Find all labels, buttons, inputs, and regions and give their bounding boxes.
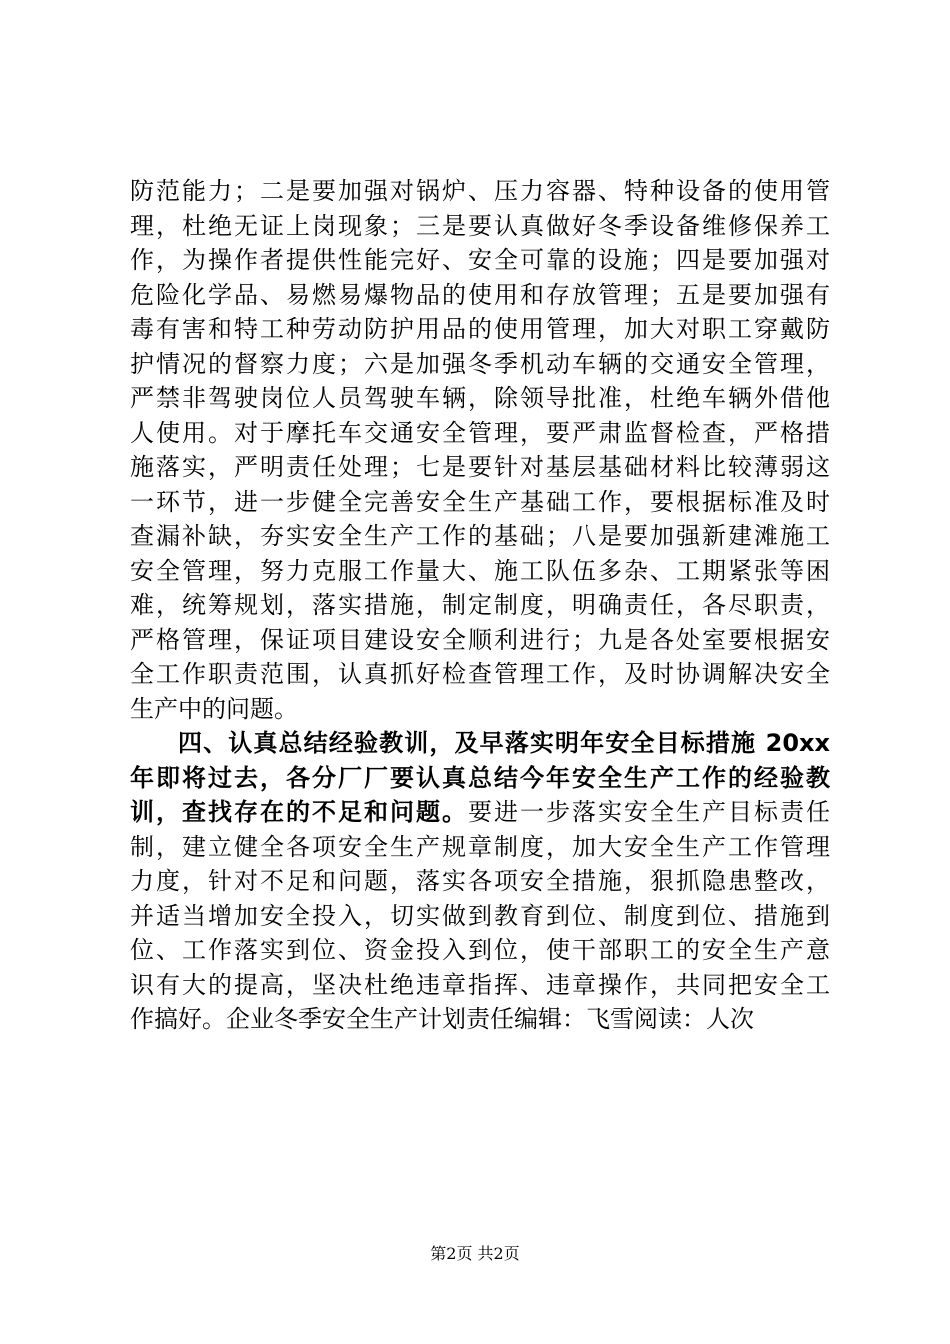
paragraph-3 — [130, 174, 830, 726]
text-line: 严禁非驾驶岗位人员驾驶车辆，除领导批准，杜绝车辆外借他 — [130, 384, 830, 412]
page-number: 第2页 共2页 — [430, 1244, 520, 1263]
text-line: 护情况的督察力度；六是加强冬季机动车辆的交通安全管理， — [130, 349, 830, 378]
paragraph-4 — [130, 726, 830, 1037]
text-line: 一环节，进一步健全完善安全生产基础工作，要根据标准及时 — [130, 487, 830, 516]
text-line: 防范能力；二是要加强对锅炉、压力容器、特种设备的使用管 — [130, 177, 830, 205]
text-line: 理，杜绝无证上岗现象；三是要认真做好冬季设备维修保养工 — [130, 211, 830, 240]
text-span: 要进一步落实安全生产目标责任 — [468, 798, 830, 826]
text-line: 安全管理，努力克服工作量大、施工队伍多杂、工期紧张等困 — [130, 556, 830, 585]
section-heading-line: 训，查找存在的不足和问题。 — [130, 798, 468, 826]
text-line: 施落实，严明责任处理；七是要针对基层基础材料比较薄弱这 — [130, 453, 830, 481]
text-line: 毒有害和特工种劳动防护用品的使用管理，加大对职工穿戴防 — [130, 315, 830, 343]
text-line: 作，为操作者提供性能完好、安全可靠的设施；四是要加强对 — [130, 246, 830, 274]
text-line: 识有大的提高，坚决杜绝违章指挥、违章操作，共同把安全工 — [130, 970, 830, 999]
document-body — [130, 174, 830, 1037]
text-line: 危险化学品、易燃易爆物品的使用和存放管理；五是要加强有 — [130, 280, 830, 309]
text-line: 全工作职责范围，认真抓好检查管理工作，及时协调解决安全 — [130, 660, 830, 688]
section-heading-line: 四、认真总结经验教训，及早落实明年安全目标措施 20xx — [178, 729, 830, 757]
text-line: 查漏补缺，夯实安全生产工作的基础；八是要加强新建滩施工 — [130, 522, 830, 550]
text-line: 严格管理，保证项目建设安全顺利进行；九是各处室要根据安 — [130, 625, 830, 654]
text-line: 制，建立健全各项安全生产规章制度，加大安全生产工作管理 — [130, 832, 830, 861]
text-line: 位、工作落实到位、资金投入到位，使干部职工的安全生产意 — [130, 936, 830, 964]
text-line: 生产中的问题。 — [130, 694, 298, 723]
text-line: 力度，针对不足和问题，落实各项安全措施，狠抓隐患整改， — [130, 867, 830, 895]
text-line: 人使用。对于摩托车交通安全管理，要严肃监督检查，严格措 — [130, 418, 830, 447]
text-line: 并适当增加安全投入，切实做到教育到位、制度到位、措施到 — [130, 901, 830, 930]
text-line: 作搞好。企业冬季安全生产计划责任编辑：飞雪阅读：人次 — [130, 1005, 754, 1033]
page-footer — [0, 1244, 950, 1264]
text-line — [130, 795, 830, 830]
section-heading-line: 年即将过去，各分厂厂要认真总结今年安全生产工作的经验教 — [130, 763, 830, 792]
text-line: 难，统筹规划，落实措施，制定制度，明确责任，各尽职责， — [130, 591, 830, 619]
